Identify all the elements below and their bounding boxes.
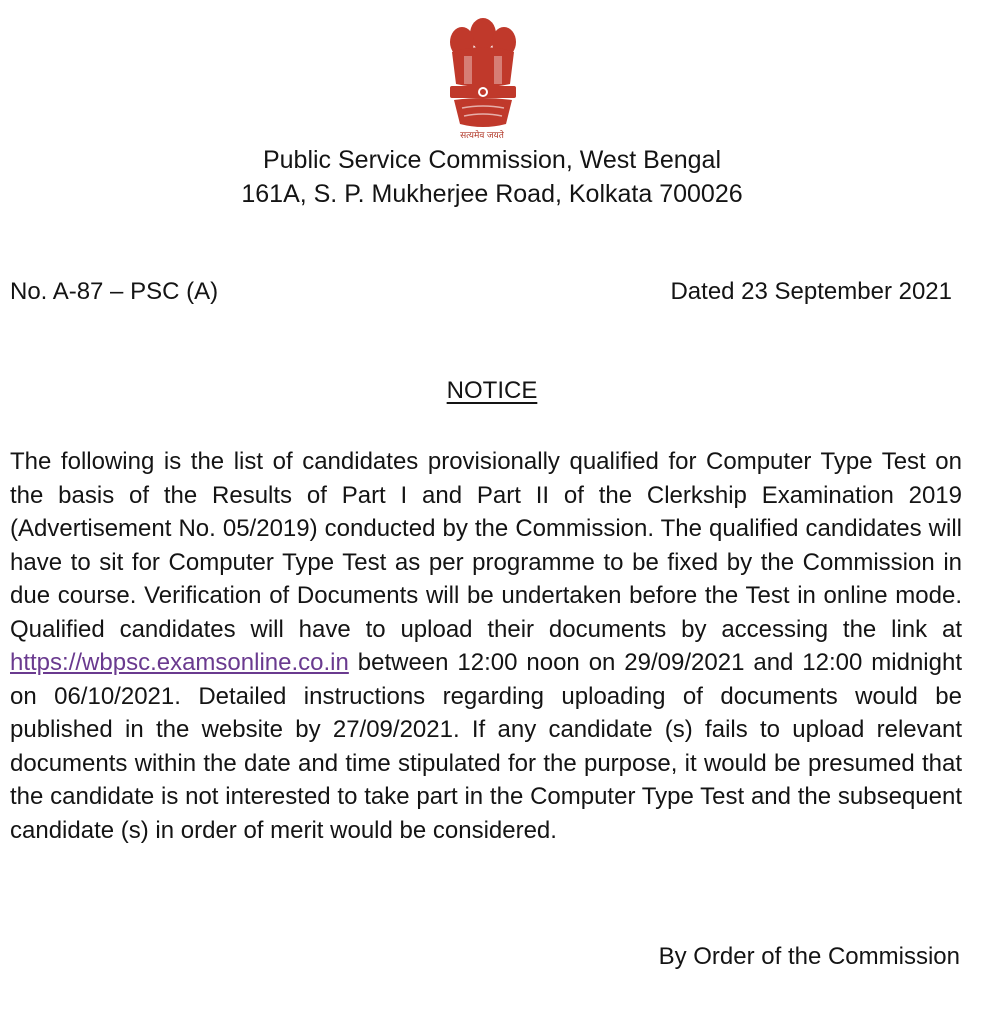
organization-address: 161A, S. P. Mukherjee Road, Kolkata 700026 [241,180,743,208]
organization-name: Public Service Commission, West Bengal [262,146,722,174]
notice-body-part1: The following is the list of candidates provisionally qualified for Computer Type Test on the basis of the Results of Part I and Part II of the Clerkship Examination 2019 (Advertisement No. 05/2019) conducted by the Commission. The qualified candidates will have to sit for Computer Type Test as per programme to be fixed by the Commission in due course. Verification of Documents will be undertaken before the Test in online mode. Qualified candidates will have to upload their documents by accessing the link at [10,448,962,643]
notice-title: NOTICE [446,377,538,404]
notice-body-part2: between 12:00 noon on 29/09/2021 and 12:00 midnight on 06/10/2021. Detailed instructions regarding uploading of documents would be published in the website by 27/09/2021. If any candidate (s) fails to upload relevant documents within the date and time stipulated for the purpose, it would be presumed that the candidate is not interested to take part in the Computer Type Test and the subsequent candidate (s) in order of merit would be considered. [10,649,962,844]
notice-body [10,445,962,847]
upload-portal-link[interactable]: https://wbpsc.examsonline.co.in [10,649,349,676]
state-emblem-icon [440,12,526,142]
emblem-motto: सत्यमेव जयते [460,130,504,140]
reference-number: No. A-87 – PSC (A) [10,278,219,305]
signoff: By Order of the Commission [658,943,960,970]
reference-date: Dated 23 September 2021 [670,278,952,305]
